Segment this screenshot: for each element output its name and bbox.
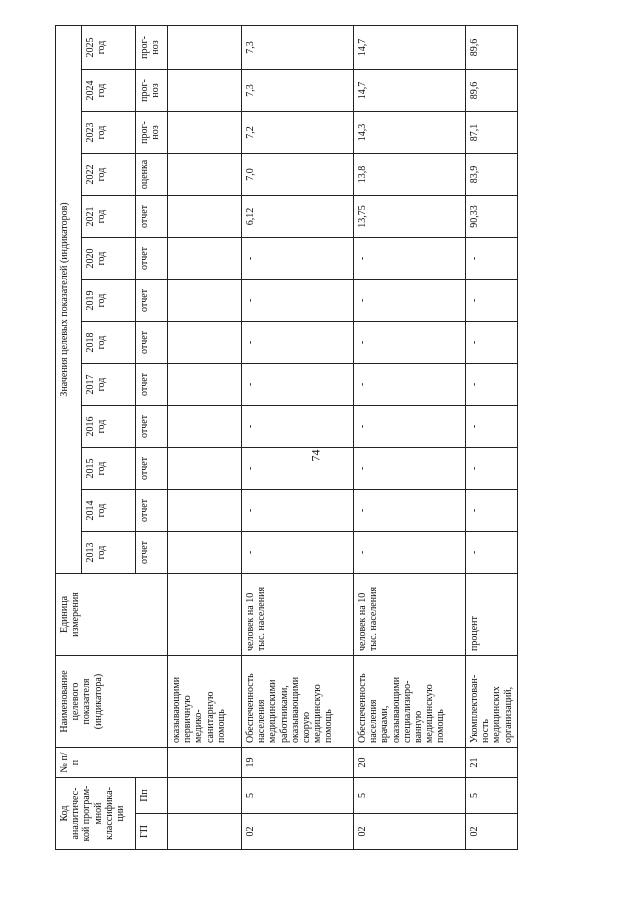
year-header: 2014 год [82, 490, 136, 532]
cell-value: - [242, 448, 354, 490]
cell-indicator-name: оказывающими первичную медико-санитарную помощь [168, 656, 242, 748]
year-header: 2015 год [82, 448, 136, 490]
cell-value: - [466, 322, 518, 364]
cell-value: - [466, 448, 518, 490]
cell-value: - [242, 532, 354, 574]
cell-value: 14,7 [354, 25, 466, 69]
cell-value: 7,3 [242, 70, 354, 112]
cell-value [168, 238, 242, 280]
cell-value: - [242, 364, 354, 406]
cell-value: - [242, 490, 354, 532]
table-row [242, 25, 354, 849]
cell-value: - [466, 406, 518, 448]
cell-value [168, 406, 242, 448]
year-header: 2021 год [82, 196, 136, 238]
type-header: прог-ноз [136, 70, 168, 112]
type-header: отчет [136, 280, 168, 322]
indicators-table [55, 25, 518, 850]
cell-value: - [242, 406, 354, 448]
cell-pp: 5 [354, 778, 466, 814]
year-header: 2022 год [82, 154, 136, 196]
cell-value: - [354, 406, 466, 448]
cell-value: - [466, 490, 518, 532]
year-header: 2016 год [82, 406, 136, 448]
cell-value [168, 112, 242, 154]
type-header: отчет [136, 238, 168, 280]
cell-unit: человек на 10 тыс. населения [242, 574, 354, 656]
cell-gp: 02 [242, 814, 354, 850]
cell-unit: человек на 10 тыс. населения [354, 574, 466, 656]
year-header: 2019 год [82, 280, 136, 322]
cell-value: - [466, 364, 518, 406]
cell-indicator-name: Обеспеченность населения медицинскими работниками, оказывающими скорую медицинскую помощь [242, 656, 354, 748]
cell-value [168, 448, 242, 490]
page-number: 74 [308, 449, 323, 462]
header-unit: Единица измерения [56, 574, 168, 656]
cell-value: - [354, 280, 466, 322]
cell-gp [168, 814, 242, 850]
cell-value: - [466, 532, 518, 574]
cell-value [168, 70, 242, 112]
cell-num: 21 [466, 748, 518, 778]
cell-value [168, 322, 242, 364]
year-header: 2018 год [82, 322, 136, 364]
cell-value [168, 25, 242, 69]
cell-gp: 02 [466, 814, 518, 850]
table-row [354, 25, 466, 849]
header-num: № п/п [56, 748, 168, 778]
cell-indicator-name: Обеспеченность населения врачами, оказывающими специализиро-ванную медицинскую помощь [354, 656, 466, 748]
table-row [168, 25, 242, 849]
cell-value: - [242, 238, 354, 280]
cell-value: 89,6 [466, 25, 518, 69]
cell-value: - [242, 280, 354, 322]
cell-value: 7,2 [242, 112, 354, 154]
type-header: отчет [136, 490, 168, 532]
cell-pp: 5 [466, 778, 518, 814]
cell-value [168, 364, 242, 406]
type-header: отчет [136, 406, 168, 448]
type-header: отчет [136, 196, 168, 238]
type-header: отчет [136, 532, 168, 574]
cell-value: - [242, 322, 354, 364]
header-indicator-name: Наименование целевого показателя (индикатора) [56, 656, 168, 748]
cell-num: 20 [354, 748, 466, 778]
rotated-page [55, 36, 514, 850]
cell-value: 13,75 [354, 196, 466, 238]
cell-value: 14,7 [354, 70, 466, 112]
cell-value: - [354, 322, 466, 364]
type-header: отчет [136, 322, 168, 364]
year-header: 2024 год [82, 70, 136, 112]
type-header: отчет [136, 364, 168, 406]
cell-value: - [354, 448, 466, 490]
cell-value: 7,0 [242, 154, 354, 196]
cell-pp: 5 [242, 778, 354, 814]
cell-value [168, 490, 242, 532]
cell-value: 87,1 [466, 112, 518, 154]
year-header: 2013 год [82, 532, 136, 574]
cell-value: 90,33 [466, 196, 518, 238]
cell-num [168, 748, 242, 778]
cell-value: - [354, 364, 466, 406]
year-header: 2020 год [82, 238, 136, 280]
header-values-title: Значения целевых показателей (индикаторов) [56, 25, 82, 573]
year-header: 2017 год [82, 364, 136, 406]
header-pp: Пп [136, 778, 168, 814]
cell-value [168, 154, 242, 196]
cell-indicator-name: Укомплектован-ность медицинских организаций, [466, 656, 518, 748]
type-header: прог-ноз [136, 112, 168, 154]
cell-value [168, 532, 242, 574]
type-header: оценка [136, 154, 168, 196]
cell-value [168, 196, 242, 238]
cell-value: 89,6 [466, 70, 518, 112]
cell-value: - [354, 238, 466, 280]
cell-gp: 02 [354, 814, 466, 850]
cell-num: 19 [242, 748, 354, 778]
cell-value: 7,3 [242, 25, 354, 69]
cell-value [168, 280, 242, 322]
cell-pp [168, 778, 242, 814]
table-row [466, 25, 518, 849]
cell-value: 14,3 [354, 112, 466, 154]
cell-unit: процент [466, 574, 518, 656]
cell-unit [168, 574, 242, 656]
type-header: прог-ноз [136, 25, 168, 69]
header-gp: ГП [136, 814, 168, 850]
cell-value: 6,12 [242, 196, 354, 238]
cell-value: 83,9 [466, 154, 518, 196]
cell-value: 13,8 [354, 154, 466, 196]
cell-value: - [466, 238, 518, 280]
cell-value: - [466, 280, 518, 322]
type-header: отчет [136, 448, 168, 490]
header-code-group: Код аналитичес-кой програм-мной классифика-ции [56, 778, 136, 850]
cell-value: - [354, 490, 466, 532]
year-header: 2023 год [82, 112, 136, 154]
cell-value: - [354, 532, 466, 574]
year-header: 2025 год [82, 25, 136, 69]
